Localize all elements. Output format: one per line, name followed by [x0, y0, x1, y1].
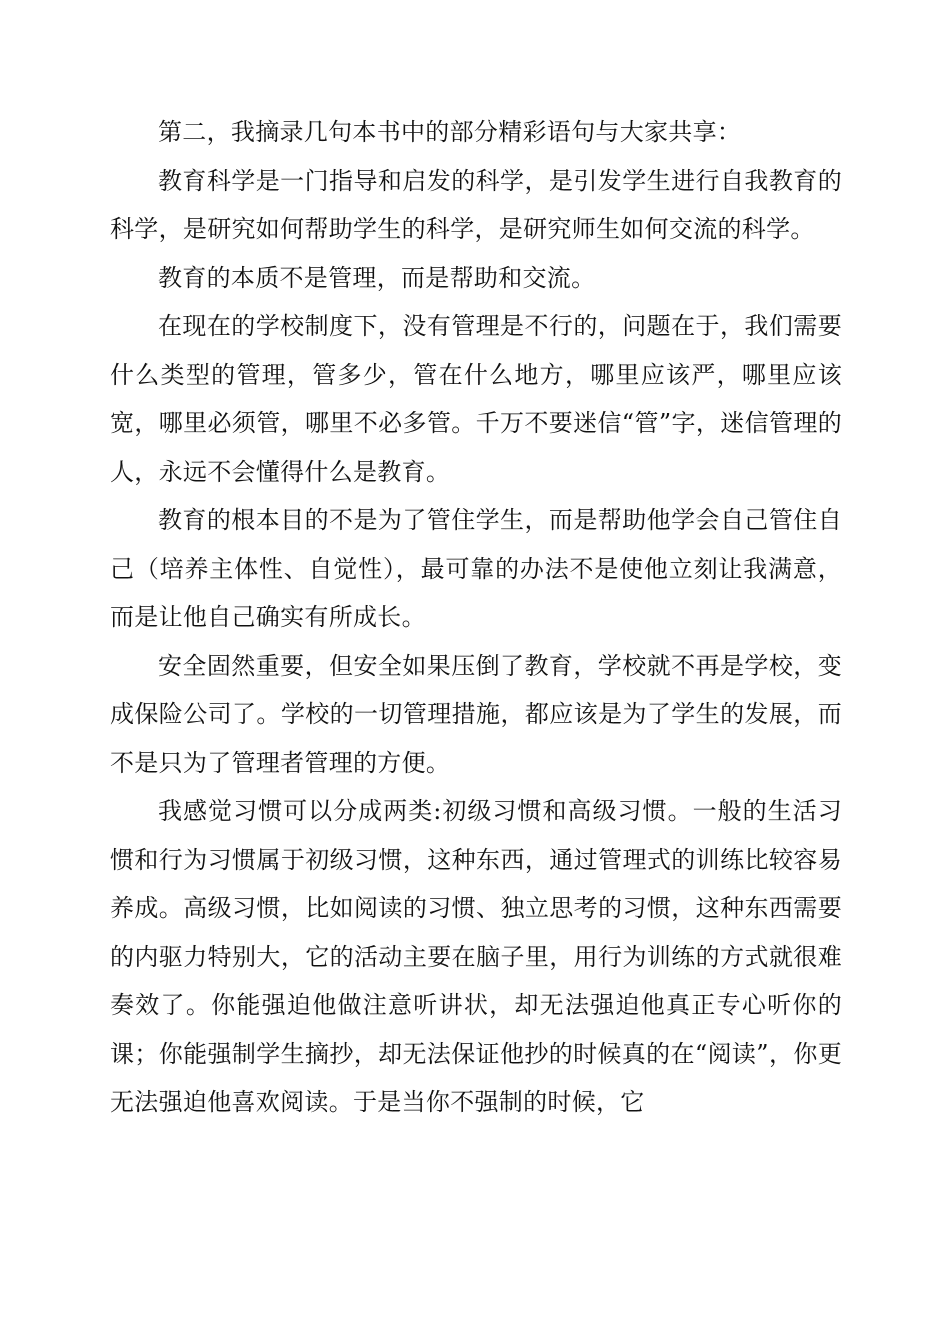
- paragraph-quote-fundamental-goal: 教育的根本目的不是为了管住学生，而是帮助他学会自己管住自己（培养主体性、自觉性），最可靠的办法不是使他立刻让我满意，而是让他自己确实有所成长。: [110, 506, 842, 631]
- paragraph-quote-safety: 安全固然重要，但安全如果压倒了教育，学校就不再是学校，变成保险公司了。学校的一切管理措施，都应该是为了学生的发展，而不是只为了管理者管理的方便。: [110, 651, 842, 777]
- paragraph-quote-education-science: 教育科学是一门指导和启发的科学，是引发学生进行自我教育的科学，是研究如何帮助学生的科学，是研究师生如何交流的科学。: [110, 166, 842, 243]
- paragraph-quote-essence: 教育的本质不是管理，而是帮助和交流。: [158, 263, 596, 292]
- paragraph-intro: 第二，我摘录几句本书中的部分精彩语句与大家共享：: [158, 118, 742, 146]
- paragraph-quote-management: 在现在的学校制度下，没有管理是不行的，问题在于，我们需要什么类型的管理，管多少，管在什么地方，哪里应该严，哪里应该宽，哪里必须管，哪里不必多管。千万不要迷信“管”字，迷信管理的人，永远不会懂得什么是教育。: [110, 312, 842, 486]
- document-body: [110, 108, 842, 1127]
- paragraph-quote-habits: 我感觉习惯可以分成两类:初级习惯和高级习惯。一般的生活习惯和行为习惯属于初级习惯，这种东西，通过管理式的训练比较容易养成。高级习惯，比如阅读的习惯、独立思考的习惯，这种东西需要的内驱力特别大，它的活动主要在脑子里，用行为训练的方式就很难奏效了。你能强迫他做注意听讲状，却无法强迫他真正专心听你的课；你能强制学生摘抄，却无法保证他抄的时候真的在“阅读”，你更无法强迫他喜欢阅读。于是当你不强制的时候，它: [110, 797, 842, 1116]
